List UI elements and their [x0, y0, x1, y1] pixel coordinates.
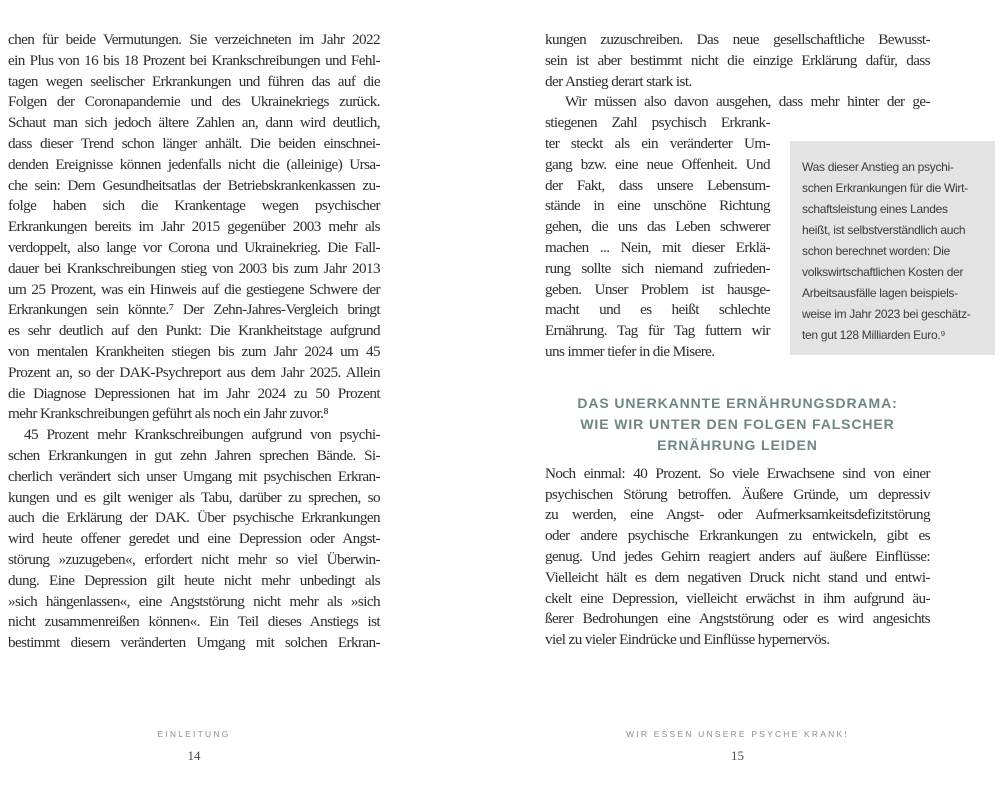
right-page-top-paragraphs — [545, 30, 930, 113]
text-line: ßerer Bedrohungen eine Angststörung oder es wird angesichts — [545, 610, 930, 628]
text-line: kungen zuzuschreiben. Das neue gesellschaftliche Bewusst- — [545, 31, 930, 48]
text-line: bestimmt diesem veränderten Umgang mit solchen Erkran- — [8, 634, 380, 652]
text-line: Erkrankungen bereits im Jahr 2015 gegenüber 2003 mehr als — [8, 218, 380, 236]
text-line: kungen und es gilt weniger als Tabu, darüber zu sprechen, so — [8, 488, 380, 506]
text-line: schen Erkrankungen für die Wirt- — [802, 181, 968, 195]
wrapped-text-beside-note — [545, 113, 770, 363]
text-line: auch die Erklärung der DAK. Über psychische Erkrankungen — [8, 509, 380, 527]
right-page-number: 15 — [731, 748, 744, 763]
text-line: Was dieser Anstieg an psychi- — [802, 160, 954, 174]
text-line: machen ... Nein, mit dieser Erklä- — [545, 238, 770, 256]
text-line: gang bzw. eine neue Offenheit. Und — [545, 155, 770, 173]
text-line: von mentalen Krankheiten stiegen bis zum Jahr 2024 um 45 — [8, 342, 380, 360]
text-line: ter steckt als ein veränderter Um- — [545, 134, 770, 152]
text-line: oder andere psychische Erkrankungen zu entwickeln, gibt es — [545, 527, 930, 545]
text-line: Ernährung. Tag für Tag futtern wir — [545, 322, 770, 340]
text-line: weise im Jahr 2023 bei geschätz- — [802, 307, 971, 321]
text-line: 45 Prozent mehr Krankschreibungen aufgrund von psychi- — [24, 426, 380, 444]
text-line: schon berechnet worden: Die — [802, 244, 950, 258]
text-line: stände in eine unschöne Richtung — [545, 197, 770, 215]
right-page-body-paragraph — [545, 464, 930, 651]
text-line: DAS UNERKANNTE ERNÄHRUNGSDRAMA: — [577, 394, 898, 411]
text-line: chen für beide Vermutungen. Sie verzeichneten im Jahr 2022 — [8, 31, 380, 48]
text-line: geben. Unser Problem ist hausge- — [545, 280, 770, 298]
text-line: viel zu vieler Eindrücke und Einflüsse hypernervös. — [545, 631, 830, 649]
text-line: volkswirtschaftlichen Kosten der — [802, 265, 964, 279]
text-line: ckelt eine Depression, vielleicht erwächst in ihm aufgrund äu- — [545, 589, 930, 607]
text-line: Noch einmal: 40 Prozent. So viele Erwachsene sind von einer — [545, 464, 930, 482]
text-line: ein Plus von 16 bis 18 Prozent bei Krankschreibungen und Fehl- — [8, 51, 380, 69]
text-line: tagen wegen seelischer Erkrankungen und führen das auf die — [8, 72, 380, 90]
text-line: dung. Eine Depression gilt heute nicht mehr unbedingt als — [8, 571, 380, 589]
text-line: der Anstieg derart stark ist. — [545, 72, 692, 90]
text-line: nicht zusammenreißen können«. Ein Teil dieses Anstiegs ist — [8, 613, 380, 631]
text-line: genug. Und jedes Gehirn reagiert anders auf äußere Einflüsse: — [545, 547, 930, 565]
text-line: der Fakt, dass unsere Lebensum- — [545, 176, 770, 194]
text-line: Erkrankungen sein könnte.⁷ Der Zehn-Jahres-Vergleich bringt — [8, 301, 380, 319]
text-line: rung sollte sich niemand zufrieden- — [545, 259, 770, 277]
section-heading — [545, 393, 930, 456]
text-line: denden Ereignisse können jedenfalls nicht die (alleinige) Ursa- — [8, 155, 380, 173]
text-line: um 25 Prozent, was ein Hinweis auf die gestiegene Schwere der — [8, 280, 380, 298]
text-line: Prozent an, so der DAK-Psychreport aus dem Jahr 2025. Allein — [8, 363, 380, 381]
text-line: Folgen der Coronapandemie und des Ukrainekriegs zurück. — [8, 93, 380, 111]
text-line: uns immer tiefer in die Misere. — [545, 342, 715, 360]
text-line: heißt, ist selbstverständlich auch — [802, 223, 966, 237]
text-line: die Diagnose Depressionen hat im Jahr 2024 zu 50 Prozent — [8, 384, 380, 402]
text-line: schaftsleistung eines Landes — [802, 202, 948, 216]
text-line: dass dieser Trend schon länger anhält. Die beiden einschnei- — [8, 134, 380, 152]
text-line: Vielleicht hält es dem negativen Druck nicht stand und entwi- — [545, 568, 930, 586]
text-line: mehr Krankschreibungen geführt als noch ein Jahr zuvor.⁸ — [8, 405, 329, 423]
margin-note-box — [790, 141, 995, 355]
text-line: verdoppelt, also lange vor Corona und Ukrainekrieg. Die Fall- — [8, 238, 380, 256]
left-page-text-column — [8, 30, 380, 654]
text-line: ten gut 128 Milliarden Euro.⁹ — [802, 328, 946, 342]
text-line: psychischen Störung betroffen. Äußere Gründe, um depressiv — [545, 485, 930, 503]
text-line: wird heute offener geredet und eine Depression oder Angst- — [8, 530, 380, 548]
text-line: dauer bei Krankschreibungen stieg von 2003 bis zum Jahr 2013 — [8, 259, 380, 277]
text-line: schen Erkrankungen in gut zehn Jahren sprechen Bände. Si- — [8, 446, 380, 464]
text-line: es sehr deutlich auf den Punkt: Die Krankheitstage aufgrund — [8, 322, 380, 340]
text-line: ERNÄHRUNG LEIDEN — [657, 436, 818, 453]
text-line: Arbeitsausfälle lagen beispiels- — [802, 286, 958, 300]
right-running-footer: WIR ESSEN UNSERE PSYCHE KRANK! — [626, 729, 849, 739]
text-line: störung »zuzugeben«, erfordert nicht mehr so viel Überwin- — [8, 550, 380, 568]
text-line: Schaut man sich jedoch ältere Zahlen an, dann wird deutlich, — [8, 114, 380, 132]
text-line: gehen, die uns das Leben schwerer — [545, 218, 770, 236]
text-line: zu werden, eine Angst- oder Aufmerksamkeitsdefizitstörung — [545, 506, 930, 524]
text-line: macht und es heißt schlechte — [545, 301, 770, 319]
text-line: WIE WIR UNTER DEN FOLGEN FALSCHER — [580, 415, 895, 432]
text-line: Wir müssen also davon ausgehen, dass mehr hinter der ge- — [565, 93, 930, 111]
text-line: che sein: Dem Gesundheitsatlas der Betriebskrankenkassen zu- — [8, 176, 380, 194]
text-line: stiegenen Zahl psychisch Erkrank- — [545, 114, 770, 132]
left-running-footer: EINLEITUNG — [157, 729, 231, 739]
text-line: »sich hängenlassen«, eine Angststörung nicht mehr als »sich — [8, 592, 380, 610]
text-line: folge haben sich die Krankentage wegen psychischer — [8, 197, 380, 215]
text-line: sein ist aber bestimmt nicht die einzige Erklärung dafür, dass — [545, 51, 930, 69]
left-page-number: 14 — [187, 748, 201, 763]
text-line: cherlich verändert sich unser Umgang mit psychischen Erkran- — [8, 467, 380, 485]
